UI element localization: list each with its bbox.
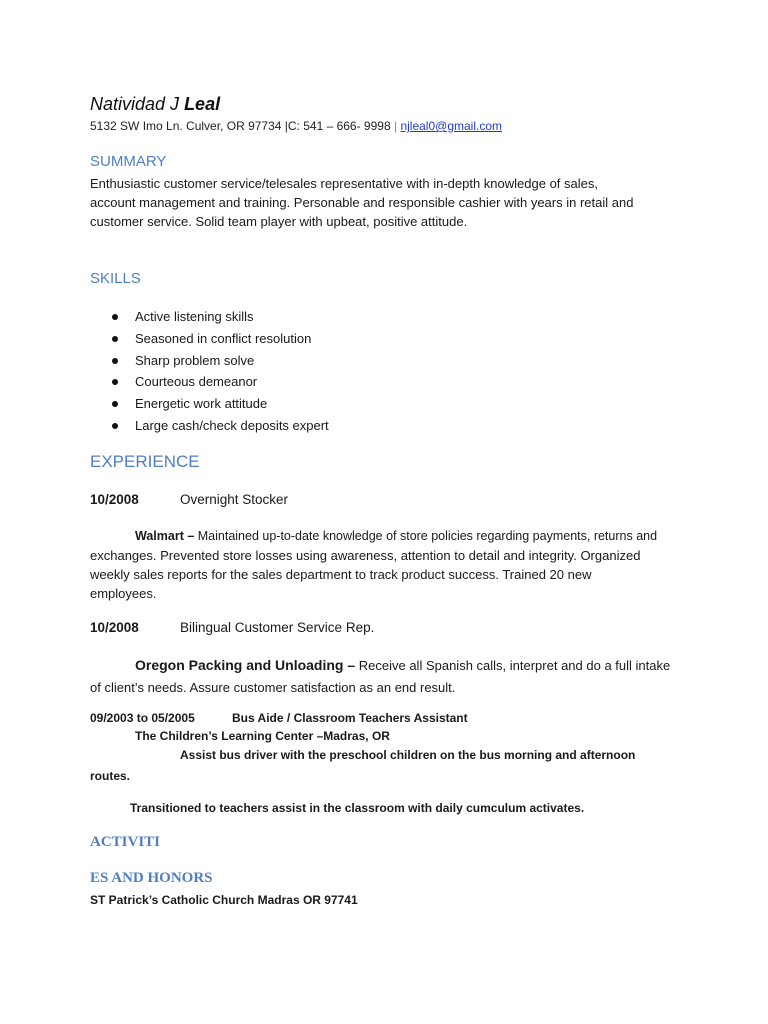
list-item [110, 372, 329, 394]
job-desc-line: of client’s needs. Assure customer satisfaction as an end result. [90, 680, 456, 695]
job-date: 10/2008 [90, 492, 139, 507]
job-desc-text: Receive all Spanish calls, interpret and do a full intake [355, 658, 671, 673]
job-desc-line: weekly sales reports for the sales department to track product success. Trained 20 new [90, 567, 592, 582]
skill-label: Courteous demeanor [135, 374, 258, 390]
job-description [90, 654, 680, 697]
activity-entry: ST Patrick’s Catholic Church Madras OR 97741 [90, 893, 358, 907]
skill-label: Seasoned in conflict resolution [135, 330, 312, 346]
skill-label: Energetic work attitude [135, 396, 268, 412]
job-desc-text: Assist bus driver with the preschool children on the bus morning and afternoon [180, 748, 636, 762]
job-description [90, 526, 680, 603]
job-date: 10/2008 [90, 620, 139, 635]
list-item [110, 307, 329, 329]
experience-heading: EXPERIENCE [90, 452, 200, 471]
job-desc-line: routes. [90, 769, 131, 783]
job-desc-line: employees. [90, 586, 157, 601]
job-role-text: Bilingual Customer Service Rep [180, 620, 371, 635]
name-last: Leal [184, 94, 221, 114]
job-desc-first-line [90, 526, 680, 546]
job-company: Walmart – [135, 529, 195, 543]
job-date: 09/2003 to 05/2005 [90, 711, 195, 725]
job-role: Overnight Stocker [180, 492, 289, 507]
job-company: Oregon Packing and Unloading – [135, 657, 356, 673]
contact-separator: | [393, 119, 398, 133]
bullet-icon [112, 401, 118, 407]
job-role [180, 620, 374, 635]
skill-label: Sharp problem solve [135, 352, 255, 368]
list-item [110, 351, 329, 373]
address-phone: 5132 SW Imo Ln. Culver, OR 97734 |C: 541 – 666- 9998 [90, 119, 391, 133]
activities-heading-line1: ACTIVITI [90, 834, 161, 850]
bullet-icon [112, 314, 118, 320]
resume-name [90, 94, 220, 115]
skills-list [110, 307, 329, 438]
list-item [110, 329, 329, 351]
summary-heading: SUMMARY [90, 153, 167, 170]
name-first: Natividad J [90, 94, 180, 114]
summary-line: customer service. Solid team player with upbeat, positive attitude. [90, 214, 468, 229]
email-link[interactable]: njleal0@gmail.com [400, 119, 503, 133]
skills-heading: SKILLS [90, 270, 141, 287]
summary-line: Enthusiastic customer service/telesales representative with in-depth knowledge of sales, [90, 176, 598, 191]
job-role-suffix: . [370, 620, 375, 635]
summary-line: account management and training. Personable and responsible cashier with years in retail and [90, 195, 634, 210]
job-company: The Children’s Learning Center –Madras, OR [135, 729, 390, 743]
list-item [110, 394, 329, 416]
summary-text [90, 174, 680, 231]
job-role: Bus Aide / Classroom Teachers Assistant [232, 711, 468, 725]
bullet-icon [112, 379, 118, 385]
list-item [110, 416, 329, 438]
contact-line [90, 119, 502, 133]
job-desc-text: Maintained up-to-date knowledge of store policies regarding payments, returns and [194, 529, 658, 543]
bullet-icon [112, 423, 118, 429]
skill-label: Large cash/check deposits expert [135, 417, 329, 433]
bullet-icon [112, 336, 118, 342]
bullet-icon [112, 358, 118, 364]
job-desc-line: exchanges. Prevented store losses using awareness, attention to detail and integrity. Organized [90, 548, 641, 563]
job-extra-text: Transitioned to teachers assist in the classroom with daily cumculum activates. [130, 801, 585, 815]
activities-heading-line2: ES AND HONORS [90, 870, 213, 886]
job-desc-first-line [90, 654, 680, 677]
skill-label: Active listening skills [135, 309, 254, 324]
